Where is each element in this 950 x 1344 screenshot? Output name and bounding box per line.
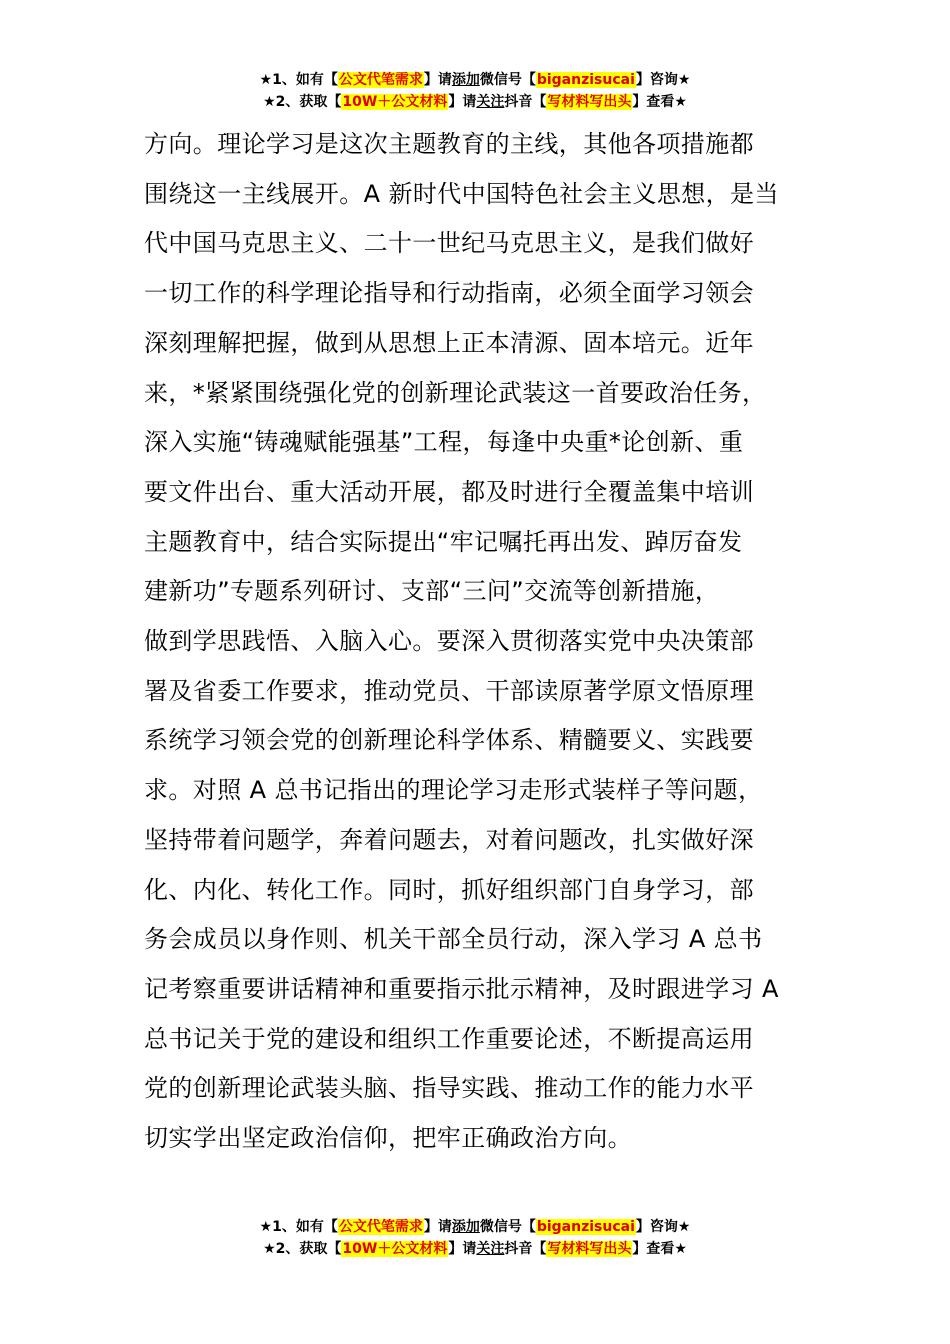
highlight-service: 公文代笔需求 [338, 72, 423, 88]
promo-text: 抖音【 [504, 94, 547, 110]
underlined-text: 关注 [476, 94, 505, 110]
body-line: 深入实施“铸魂赋能强基”工程，每逢中央重*论创新、重 [144, 428, 744, 457]
highlight-materials: 10W＋公文材料 [342, 94, 448, 110]
promo-text: 】请 [448, 1241, 477, 1257]
highlight-douyin-id: 写材料写出头 [547, 94, 632, 110]
promo-text: 】请 [423, 1219, 452, 1235]
promo-text: 抖音【 [504, 1241, 547, 1257]
promo-text: 微信号【 [479, 1219, 536, 1235]
body-line: 坚持带着问题学，奔着问题去，对着问题改，扎实做好深 [144, 825, 754, 854]
highlight-wechat-id: biganzisucai [536, 1219, 635, 1235]
body-line: 务会成员以身作则、机关干部全员行动，深入学习 A 总书 [144, 925, 763, 954]
star-icon: ★ [674, 1241, 687, 1257]
promo-line-2 [0, 1238, 950, 1260]
promo-text: 】咨询 [635, 1219, 678, 1235]
body-line: 一切工作的科学理论指导和行动指南，必须全面学习领会 [144, 279, 754, 308]
promo-line-1 [0, 69, 950, 91]
underlined-text: 添加 [451, 72, 480, 88]
star-icon: ★ [259, 1219, 273, 1235]
promo-text: 】查看 [632, 94, 675, 110]
body-line: 求。对照 A 总书记指出的理论学习走形式装样子等问题， [144, 776, 763, 805]
highlight-douyin-id: 写材料写出头 [547, 1241, 632, 1257]
star-icon: ★ [677, 72, 691, 88]
body-line: 系统学习领会党的创新理论科学体系、精髓要义、实践要 [144, 726, 754, 755]
document-body [144, 120, 824, 1164]
promo-text: 2、获取【 [275, 94, 342, 110]
promo-text: 微信号【 [479, 72, 536, 88]
promo-text: 1、如有【 [272, 72, 338, 88]
body-line: 建新功”专题系列研讨、支部“三问”交流等创新措施， [144, 577, 720, 606]
body-line: 党的创新理论武装头脑、指导实践、推动工作的能力水平 [144, 1074, 754, 1103]
promo-line-1 [0, 1216, 950, 1238]
promo-text: 】查看 [632, 1241, 675, 1257]
body-line: 要文件出台、重大活动开展，都及时进行全覆盖集中培训 [144, 477, 754, 506]
underlined-text: 关注 [476, 1241, 505, 1257]
promo-text: 2、获取【 [275, 1241, 342, 1257]
body-line: 主题教育中，结合实际提出“牢记嘱托再出发、踔厉奋发 [144, 527, 743, 556]
highlight-service: 公文代笔需求 [338, 1219, 423, 1235]
promo-text: 1、如有【 [272, 1219, 338, 1235]
promo-text: 】请 [448, 94, 477, 110]
body-line: 来，*紧紧围绕强化党的创新理论武装这一首要政治任务， [144, 378, 767, 407]
body-line: 代中国马克思主义、二十一世纪马克思主义，是我们做好 [144, 229, 754, 258]
body-line: 记考察重要讲话精神和重要指示批示精神，及时跟进学习 A [144, 974, 779, 1003]
body-line: 深刻理解把握，做到从思想上正本清源、固本培元。近年 [144, 328, 754, 357]
header-promo [0, 69, 950, 113]
promo-line-2 [0, 91, 950, 113]
star-icon: ★ [674, 94, 687, 110]
highlight-materials: 10W＋公文材料 [342, 1241, 448, 1257]
star-icon: ★ [263, 94, 276, 110]
body-line: 化、内化、转化工作。同时，抓好组织部门自身学习，部 [144, 875, 754, 904]
highlight-wechat-id: biganzisucai [536, 72, 635, 88]
body-line: 署及省委工作要求，推动党员、干部读原著学原文悟原理 [144, 676, 754, 705]
body-line: 做到学思践悟、入脑入心。要深入贯彻落实党中央决策部 [144, 627, 754, 656]
body-line: 切实学出坚定政治信仰，把牢正确政治方向。 [144, 1124, 632, 1153]
body-line: 围绕这一主线展开。A 新时代中国特色社会主义思想，是当 [144, 179, 779, 208]
star-icon: ★ [259, 72, 273, 88]
body-line: 总书记关于党的建设和组织工作重要论述，不断提高运用 [144, 1024, 754, 1053]
body-line: 方向。理论学习是这次主题教育的主线，其他各项措施都 [144, 130, 754, 158]
star-icon: ★ [677, 1219, 691, 1235]
underlined-text: 添加 [451, 1219, 480, 1235]
footer-promo [0, 1216, 950, 1260]
promo-text: 】咨询 [635, 72, 678, 88]
star-icon: ★ [263, 1241, 276, 1257]
promo-text: 】请 [423, 72, 452, 88]
